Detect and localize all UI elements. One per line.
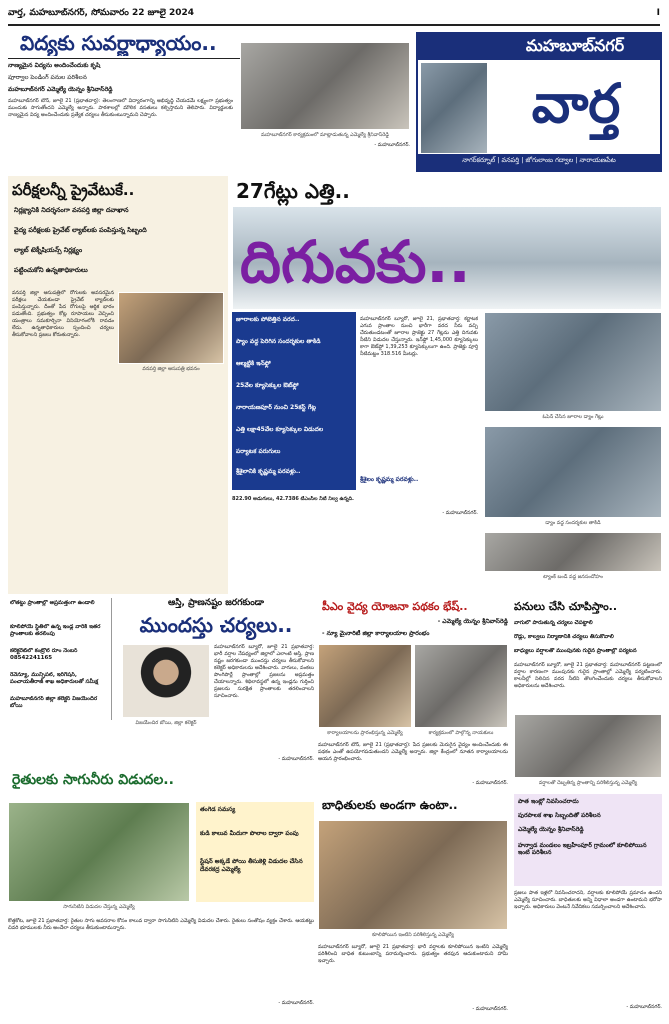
dam-photo-visitors-caption: డ్యాం వద్ద సందర్శకుల తాకిడి — [545, 520, 601, 526]
masthead-regions: నాగర్‌కర్నూల్ | వనపర్తి | జోగులాంబ గద్వాల | నారాయణపేట — [462, 156, 616, 164]
dam-bullet-8: శ్రీశైలానికి కృష్ణమ్మ పరవళ్లు.. — [236, 468, 301, 475]
irrigation-photo-caption: సాగునీటిని విడుదల చేస్తున్న ఎమ్మెల్యే — [63, 904, 135, 910]
hospital-bullet-2: వైద్య పరీక్షలకు ప్రైవేట్ ల్యాబ్‌లకు పంపిస్తున్న సిబ్బంది — [14, 226, 147, 234]
headline-irrigation: రైతులకు సాగునీరు విడుదల.. — [12, 772, 174, 788]
education-photo-caption: మహబూబ్‌నగర్ కార్యక్రమంలో మాట్లాడుతున్న ఎమ్మెల్యే శ్రీనివాస్‌రెడ్డి — [261, 132, 389, 138]
headline-pm-scheme: పీఎం వైద్య యోజనా పథకం భేష్.. — [322, 600, 468, 613]
headline-downstream: దిగువకు.. — [240, 228, 471, 296]
old-houses-body: ప్రజలు పాత ఇళ్లలో నివసించరాదని, వర్షాలకు కూలిపోయే ప్రమాదం ఉందని ఎమ్మెల్యే సూచించారు. బాధితులకు అన్ని విధాలా అండగా ఉంటామని భరోసా ఇచ్చారు. అధికారులు వెంటనే నివేదికలు సమర్పించాలని ఆదేశించారు. — [514, 890, 662, 910]
story-works — [514, 598, 662, 790]
dam-bullet-2: ప్యాం వద్ద పెరిగిన సందర్శకుల తాకిడి — [236, 338, 321, 345]
headline-precautions: ముందస్తు చర్యలు.. — [139, 613, 293, 637]
precautions-item-5: మహబూబ్‌నగర్ జిల్లా కలెక్టర్ విజయేందిర బోయి — [10, 696, 98, 709]
works-bullet-3: బాధ్యులు వర్షాలతో ముంపునకు గురైన ప్రాంతాల్లో పర్యటన — [514, 648, 637, 654]
education-byline: - మహబూబ్‌నగర్. — [374, 142, 410, 148]
hospital-photo-caption: వనపర్తి జిల్లా ఆసుపత్రి భవనం — [142, 366, 200, 372]
dam-photo-gates — [484, 312, 662, 412]
irrigation-bullet-2: కుడి కాలువ మీదుగా పొలాల ద్వారా పంపు — [200, 830, 299, 837]
pm-scheme-photo-2 — [414, 644, 508, 728]
pm-scheme-photo-1 — [318, 644, 412, 728]
old-houses-byline: - మహబూబ్‌నగర్. — [626, 1004, 662, 1010]
old-houses-bullet-3: ఎమ్మెల్యే యెన్నం శ్రీనివాస్‌రెడ్డి — [518, 826, 584, 833]
works-photo — [514, 714, 662, 778]
hospital-photo — [118, 292, 224, 364]
dam-bullets-box — [232, 312, 356, 490]
irrigation-bullet-3: స్టేషన్ అక్కడే పోయి తీసుకెళ్లి విడుదల చేసిన దేవరకద్ర ఎమ్మెల్యే — [200, 858, 303, 873]
works-bullet-2: రోడ్లు, కాల్వలు నిర్మాణానికి చర్యలు తీసుకోవాలి — [514, 634, 614, 640]
works-body: మహబూబ్‌నగర్ బ్యూరో, జూలై 21 ప్రభాతవార్త: మహబూబ్‌నగర్ పట్టణంలో వర్షాల కారణంగా ముంపునకు గురైన ప్రాంతాల్లో ఎమ్మెల్యే పర్యటించారు. కాలనీల్లో నిలిచిన వరద నీటిని తొలగించేందుకు చర్యలు తీసుకోవాలని అధికారులను ఆదేశించారు. — [514, 662, 662, 689]
pm-scheme-byline: - మహబూబ్‌నగర్. — [472, 780, 508, 786]
story-education — [8, 30, 410, 152]
dam-photo-gates-caption: ఓపెన్ చేసిన జూరాల డ్యాం గేట్లు — [542, 414, 604, 420]
story-pm-scheme — [318, 598, 508, 790]
education-body: మహబూబ్‌నగర్ టౌన్, జూలై 21 (ప్రభాతవార్త): తెలంగాణలో విద్యారంగాన్ని అభివృద్ధి చేయడమే లక్ష్యంగా ప్రభుత్వం ముందుకు సాగుతోందని ఎమ్మెల్యే అన్నారు. పాఠశాలల్లో మౌలిక వసతులు కల్పిస్తామని తెలిపారు. విద్యార్థులకు నాణ్యమైన విద్య అందించేందుకు ప్రత్యేక చర్యలు తీసుకుంటున్నామని చెప్పారు. — [8, 98, 233, 118]
dam-photo-crowd-caption: ట్యాంక్ బండ్ వద్ద జనసందోహం — [543, 574, 603, 580]
precautions-body: మహబూబ్‌నగర్ బ్యూరో, జూలై 21 ప్రభాతవార్త: భారీ వర్షాల నేపథ్యంలో జిల్లాలో ఎలాంటి ఆస్తి, ప్రాణ నష్టం జరగకుండా ముందస్తు చర్యలు తీసుకోవాలని కలెక్టర్ అధికారులను ఆదేశించారు. వాగులు, వంకలు పొంగిపొర్లే ప్రాంతాల్లో ప్రజలను అప్రమత్తం చేయాలన్నారు. శిథిలావస్థలో ఉన్న ఇండ్లను గుర్తించి ప్రజలను సురక్షిత ప్రాంతాలకు తరలించాలని సూచించారు. — [214, 644, 314, 699]
dam-bullet-3: ఆల్మట్టికి ఇన్‌ఫ్లో — [236, 360, 271, 367]
masthead-dam-photo — [420, 62, 488, 154]
srisailam-heading: శ్రీశైలం కృష్ణమ్మ పరవళ్లు.. — [360, 476, 419, 483]
education-bullet-2: మహబూబ్‌నగర్ ఎమ్మెల్యే యెన్నం శ్రీనివాస్‌రెడ్డి — [8, 86, 113, 93]
story-irrigation — [8, 768, 314, 1016]
page-number: I — [656, 8, 660, 18]
collector-portrait-caption: విజయేందిర బోయి, జిల్లా కలెక్టర్ — [135, 720, 197, 726]
works-bullet-1: వాగులో పారుతున్న చర్యలు చేపట్టాలి — [514, 620, 593, 626]
old-houses-bullet-1: పాత ఇంట్లో నివసించరాదు — [518, 798, 579, 805]
dam-photo-crowd — [484, 532, 662, 572]
headline-education: విద్యకు సువర్ణాధ్యాయం.. — [20, 31, 217, 55]
dam-photo-visitors — [484, 426, 662, 518]
pm-scheme-photo-1-caption: కార్యాలయాలను ప్రారంభిస్తున్న ఎమ్మెల్యే — [327, 730, 403, 736]
masthead-logo: వార్త — [531, 72, 621, 135]
dam-bullet-7: పర్యాటక పరుగులు — [236, 448, 281, 455]
precautions-item-3: కలెక్టరేట్‌లో కంట్రోల్ రూం నెంబర్ 08542241165 — [10, 648, 78, 661]
pm-scheme-body: మహబూబ్‌నగర్ టౌన్, జూలై 21 (ప్రభాతవార్త): పేద ప్రజలకు మెరుగైన వైద్యం అందించేందుకు ఈ పథకం ఎంతో ఉపయోగపడుతుందని ఎమ్మెల్యే అన్నారు. జిల్లా కేంద్రంలో నూతన కార్యాలయాలను ఆయన ప్రారంభించారు. — [318, 742, 508, 762]
old-houses-bullet-4: హన్వాడ మండలం ఇబ్రహీంపూర్ గ్రామంలో కూలిపోయిన ఇంటి పరిశీలన — [518, 842, 647, 856]
dam-body: మహబూబ్‌నగర్ బ్యూరో, జూలై 21, ప్రభాతవార్త: కర్ణాటక ఎగువ ప్రాంతాల నుంచి భారీగా వరద నీరు వచ్చి చేరుతుండటంతో జూరాల ప్రాజెక్టు 27 గేట్లను ఎత్తి దిగువకు నీటిని విడుదల చేస్తున్నారు. ఇన్‌ఫ్లో 1,45,000 క్యూసెక్కులు కాగా ఔట్‌ఫ్లో 1,39,253 క్యూసెక్కులుగా ఉంది. ప్రాజెక్టు పూర్తి నీటిమట్టం 318.516 మీటర్లు. — [360, 316, 478, 357]
story-precautions — [8, 598, 314, 764]
irrigation-bullets — [196, 802, 314, 902]
irrigation-body: కొత్తకోట, జూలై 21 ప్రభాతవార్త: రైతుల సాగు అవసరాల కోసం కాలువ ద్వారా సాగునీటిని ఎమ్మెల్యే విడుదల చేశారు. రైతులు సంతోషం వ్యక్తం చేశారు. ఆయకట్టు చివరి భూములకు నీరు అందేలా చర్యలు తీసుకుంటామన్నారు. — [8, 918, 314, 931]
hospital-bullet-3: ల్యాబ్ టెక్నీషియన్స్ నిర్లక్ష్యం — [14, 246, 83, 254]
headline-victims: బాధితులకు అండగా ఉంటా.. — [322, 798, 458, 812]
precautions-item-2: కూలిపోయే స్థితిలో ఉన్న ఇండ్ల వారికి ఇతర ప్రాంతాలకు తరలింపు — [10, 624, 101, 637]
victims-photo — [318, 820, 508, 930]
education-photo — [240, 42, 410, 130]
collector-portrait — [122, 644, 210, 718]
irrigation-bullet-1: తంగెడ సమస్య — [200, 806, 236, 813]
header-rule — [8, 24, 660, 26]
dam-bullet-5: నారాయణపూర్ నుంచి 25కస్ట్ గేట్ల — [236, 404, 316, 411]
old-houses-box — [514, 794, 662, 886]
irrigation-photo — [8, 802, 190, 902]
pm-scheme-sub-1: - ఎమ్మెల్యే యెన్నం శ్రీనివాస్‌రెడ్డి — [437, 618, 508, 625]
headline-hospital: పరీక్షలన్నీ ప్రైవేటుకే.. — [12, 181, 135, 199]
precautions-byline: - మహబూబ్‌నగర్. — [278, 756, 314, 762]
story-victims — [318, 794, 508, 1016]
precautions-sidebar — [8, 598, 112, 720]
precautions-item-4: రెవెన్యూ, మున్సిపల్, ఇరిగేషన్, పంచాయతీరాజ్ శాఖ అధికారులతో సమీక్ష — [10, 672, 99, 685]
pm-scheme-sub-2: - న్యూ మైనారిటీ జిల్లా కార్యాలయాల ప్రారంభం — [322, 630, 430, 637]
precautions-kicker: ఆస్తి, ప్రాణనష్టం జరగకుండా — [168, 598, 264, 608]
dam-byline: - మహబూబ్‌నగర్. — [442, 510, 478, 516]
victims-body: మహబూబ్‌నగర్ బ్యూరో, జూలై 21 ప్రభాతవార్త: భారీ వర్షాలకు కూలిపోయిన ఇంటిని ఎమ్మెల్యే పరిశీలించి బాధిత కుటుంబాన్ని పరామర్శించారు. ప్రభుత్వం తరఫున ఆదుకుంటామని హామీ ఇచ్చారు. — [318, 944, 508, 964]
dam-bullet-1: జూరాలకు పోటెత్తిన వరద.. — [236, 316, 300, 323]
old-houses-bullet-2: పురపాలక శాఖ సిబ్బందితో పరిశీలన — [518, 812, 601, 819]
story-dam — [232, 176, 662, 594]
masthead — [416, 32, 662, 172]
precautions-item-1: లోతట్టు ప్రాంతాల్లో అప్రమత్తంగా ఉండాలి — [10, 600, 95, 606]
education-bullet-1: పూర్వాల పెండింగ్ పనుల పరిశీలన — [8, 74, 87, 81]
hospital-body: వనపర్తి జిల్లా ఆసుపత్రిలో రోగులకు అవసరమైన పరీక్షలు చేయకుండా ప్రైవేట్ ల్యాబ్‌లకు పంపిస్తున్నారు. దీంతో పేద రోగులపై ఆర్థిక భారం పడుతోంది. ప్రభుత్వం కోట్ల రూపాయలు వెచ్చించి యంత్రాలు సమకూర్చినా వినియోగంలోకి రావడం లేదు. ఉన్నతాధికారులు స్పందించి చర్యలు తీసుకోవాలని ప్రజలు కోరుతున్నారు. — [12, 290, 114, 338]
headline-27-gates: 27గేట్లు ఎత్తి.. — [236, 179, 350, 203]
date-line: వార్త, మహబూబ్‌నగర్, సోమవారం 22 జూలై 2024 — [8, 8, 195, 18]
dam-bullet-4: 25వేల క్యూసెక్కుల ఔట్‌ఫ్లో — [236, 382, 299, 389]
dam-stats: 822.90 అడుగులు, 42.7386 టీఎంసీల నీటి నిల్వ ఉన్నది. — [232, 496, 354, 502]
irrigation-byline: - మహబూబ్‌నగర్. — [278, 1000, 314, 1006]
hospital-bullet-4: పట్టించుకోని ఉన్నతాధికారులు — [14, 266, 88, 274]
masthead-district: మహబూబ్‌నగర్ — [525, 36, 625, 55]
dam-bullet-6: ఎత్తి లక్షా45వేల క్యూసెక్కుల విడుదల — [236, 426, 324, 433]
story-hospital — [8, 176, 228, 594]
hospital-bullet-1: నిర్లక్ష్యానికి నిదర్శనంగా వనపర్తి జిల్లా దవాఖాన — [14, 206, 129, 214]
story-old-houses — [514, 794, 662, 1016]
victims-byline: - మహబూబ్‌నగర్. — [472, 1006, 508, 1012]
victims-photo-caption: కూలిపోయిన ఇంటిని పరిశీలిస్తున్న ఎమ్మెల్యే — [372, 932, 454, 938]
education-kicker: నాణ్యమైన విద్యను అందించేందుకు కృషి — [8, 62, 101, 69]
headline-works: పనులు చేసి చూపిస్తాం.. — [514, 600, 618, 613]
pm-scheme-photo-2-caption: కార్యక్రమంలో పాల్గొన్న నాయకులు — [428, 730, 494, 736]
works-photo-caption: వర్షాలతో దెబ్బతిన్న ప్రాంతాన్ని పరిశీలిస్తున్న ఎమ్మెల్యే — [538, 780, 638, 786]
